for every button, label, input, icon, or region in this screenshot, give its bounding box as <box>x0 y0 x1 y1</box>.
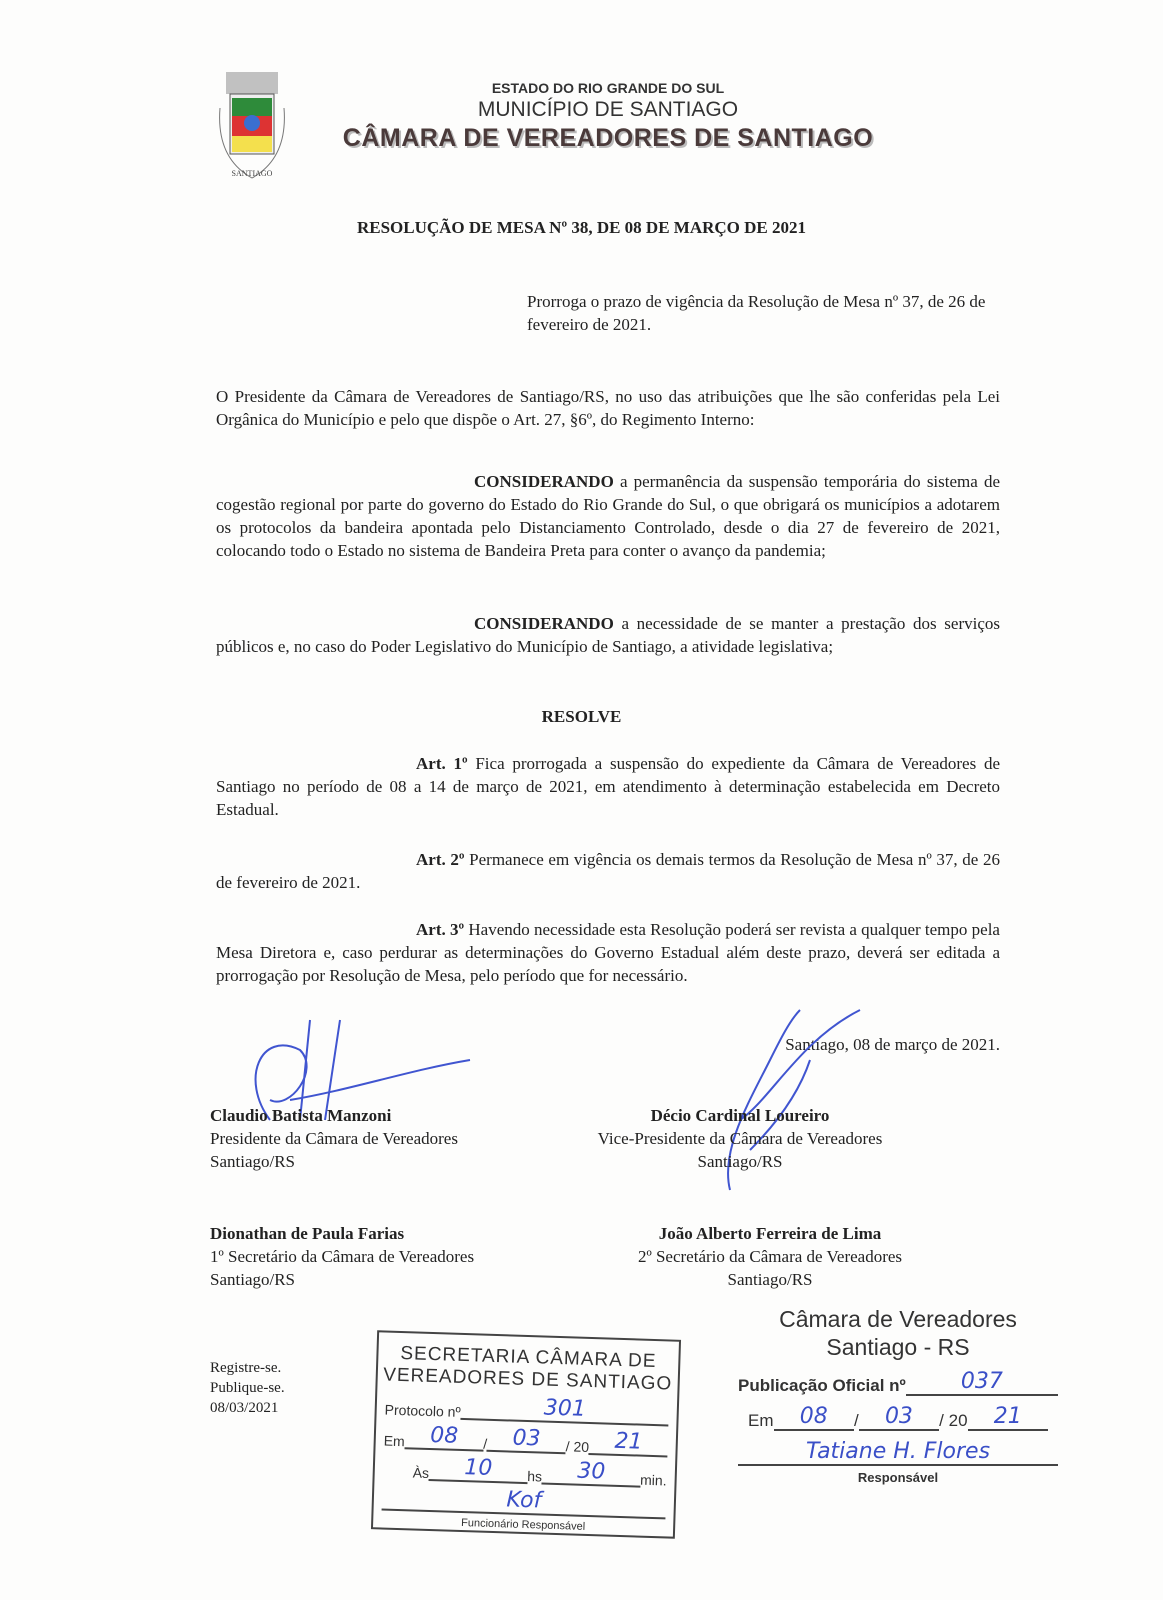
publication-stamp: Câmara de Vereadores Santiago - RS Publicação Oficial nº 037 Em 08 / 03 / 20 21 Tatiane H. Flores Responsável <box>738 1305 1058 1485</box>
protocol-number: 301 <box>460 1393 669 1427</box>
register-note: Registre-se. Publique-se. 08/03/2021 <box>210 1360 285 1416</box>
article-1: Art. 1º Fica prorrogada a suspensão do expediente da Câmara de Vereadores de Santiago no período de 08 a 14 de março de 2021, em atendimento à determinação estabelecida em Decreto Estadual. <box>216 754 1000 819</box>
article-3: Art. 3º Havendo necessidade esta Resolução poderá ser revista a qualquer tempo pela Mesa Diretora e, caso perdurar as determinações do Governo Estadual além deste prazo, deverá ser editada a prorrogação por Resolução de Mesa, pelo período que for necessário. <box>216 920 1000 985</box>
signatory-vice-president: Décio Cardinal Loureiro Vice-Presidente da Câmara de Vereadores Santiago/RS <box>597 1106 883 1171</box>
header-chamber: CÂMARA DE VEREADORES DE SANTIAGO <box>342 124 874 152</box>
signatory-name: Décio Cardinal Loureiro <box>650 1106 830 1125</box>
ementa: Prorroga o prazo de vigência da Resolução de Mesa nº 37, de 26 de fevereiro de 2021. <box>527 292 986 334</box>
publication-number: 037 <box>906 1369 1058 1396</box>
signatory-name: Dionathan de Paula Farias <box>210 1224 405 1243</box>
header-municipality: MUNICÍPIO DE SANTIAGO <box>477 98 739 121</box>
resolution-title: RESOLUÇÃO DE MESA Nº 38, DE 08 DE MARÇO DE 2021 <box>356 218 807 237</box>
considerando-label: CONSIDERANDO <box>474 472 614 491</box>
place-date: Santiago, 08 de março de 2021. <box>785 1035 1000 1054</box>
signatory-name: Claudio Batista Manzoni <box>210 1106 392 1125</box>
signatory-second-secretary: João Alberto Ferreira de Lima 2º Secretário da Câmara de Vereadores Santiago/RS <box>637 1224 903 1289</box>
preamble: O Presidente da Câmara de Vereadores de Santiago/RS, no uso das atribuições que lhe são conferidas pela Lei Orgânica do Município e pelo que dispõe o Art. 27, §6º, do Regimento Interno: <box>216 387 1000 429</box>
considerando-1: CONSIDERANDO a permanência da suspensão temporária do sistema de cogestão regional por parte do governo do Estado do Rio Grande do Sul, o que obrigará os municípios a adotarem os protocolos da bandeira apontada pelo Distanciamento Controlado, desde o dia 27 de fevereiro de 2021, colocando todo o Estado no sistema de Bandeira Preta para conter o avanço da pandemia; <box>216 472 1000 560</box>
resolve-heading: RESOLVE <box>541 707 622 726</box>
considerando-label: CONSIDERANDO <box>474 614 614 633</box>
municipal-crest-logo <box>212 68 292 188</box>
signatory-first-secretary: Dionathan de Paula Farias 1º Secretário da Câmara de Vereadores Santiago/RS <box>210 1224 475 1289</box>
signatory-name: João Alberto Ferreira de Lima <box>658 1224 882 1243</box>
signatory-president: Claudio Batista Manzoni Presidente da Câmara de Vereadores Santiago/RS <box>210 1106 458 1171</box>
header-state: ESTADO DO RIO GRANDE DO SUL <box>491 80 725 96</box>
crest-label: SANTIAGO <box>231 169 273 178</box>
considerando-2: CONSIDERANDO a necessidade de se manter a prestação dos serviços públicos e, no caso do Poder Legislativo do Município de Santiago, a atividade legislativa; <box>216 614 1000 656</box>
article-2: Art. 2º Permanece em vigência os demais termos da Resolução de Mesa nº 37, de 26 de fevereiro de 2021. <box>216 850 1000 892</box>
protocol-stamp: SECRETARIA CÂMARA DE VEREADORES DE SANTIAGO Protocolo nº 301 Em 08 / 03 / 20 21 Às 10 hs 30 min. Kof Funcionário Responsável <box>371 1330 681 1538</box>
